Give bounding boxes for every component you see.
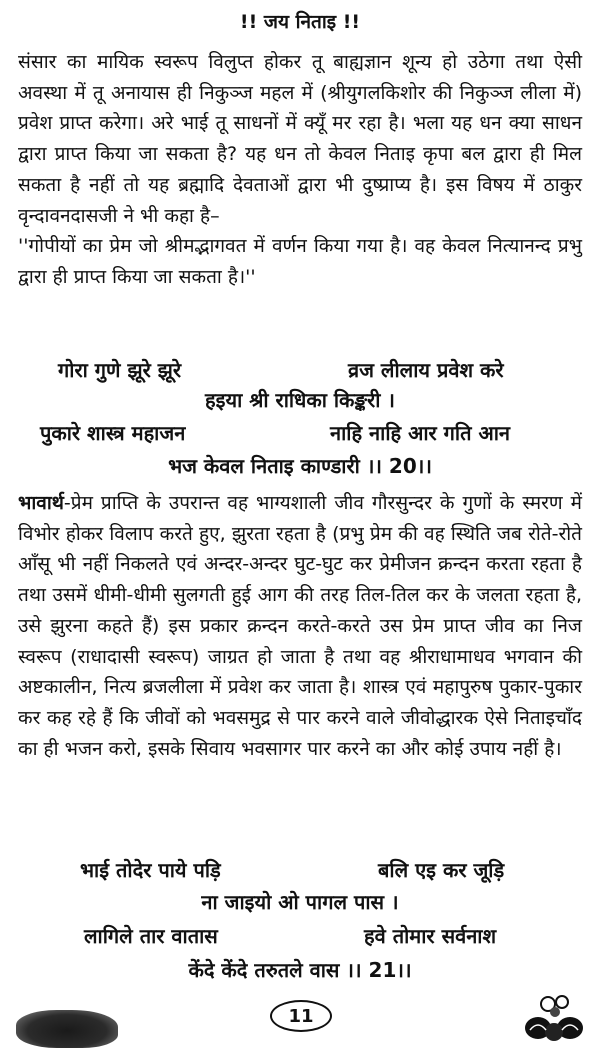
- verse-21-line2: ना जाइयो ओ पागल पास ।: [201, 890, 399, 914]
- bhavarth-label: भावार्थ: [18, 492, 64, 514]
- verse-21-line1-right: बलि एइ कर जूड़ि: [378, 858, 505, 882]
- verse-20-line3-left: पुकारे शास्त्र महाजन: [40, 421, 186, 445]
- ink-smudge: [16, 1010, 118, 1048]
- quote-text: ''गोपीयों का प्रेम जो श्रीमद्भागवत में वर्णन किया गया है। वह केवल नित्यानन्द प्रभु द्वारा ही प्राप्त किया जा सकता है।'': [18, 235, 582, 288]
- paragraph-bhavarth: [18, 488, 582, 764]
- verse-20-line1-right: व्रज लीलाय प्रवेश करे: [348, 358, 504, 382]
- paragraph-bhavarth-text: [18, 488, 582, 764]
- verse-21-line4: केंदे केंदे तरुतले वास ।। 21।।: [188, 958, 412, 982]
- verse-20: [0, 356, 600, 486]
- verse-20-line4: भज केवल निताइ काण्डारी ।। 20।।: [168, 454, 432, 478]
- verse-21-line3-left: लागिले तार वातास: [84, 924, 218, 948]
- verse-21-line3-right: हवे तोमार सर्वनाश: [364, 924, 497, 948]
- verse-21: [0, 856, 600, 986]
- verse-21-line1-left: भाई तोदेर पाये पड़ि: [80, 858, 221, 882]
- page-header-title: !! जय निताइ !!: [239, 11, 361, 33]
- verse-20-line3-right: नाहि नाहि आर गति आन: [330, 421, 511, 445]
- verse-20-line1-left: गोरा गुणे झूरे झूरे: [58, 358, 182, 382]
- paragraph-intro-text: संसार का मायिक स्वरूप विलुप्त होकर तू बाह्यज्ञान शून्य हो उठेगा तथा ऐसी अवस्था में तू अनायास ही निकुञ्ज महल में (श्रीयुगलकिशोर की निकुञ्ज लीला में) प्रवेश प्राप्त करेगा। अरे भाई तू साधनों में क्यूँ मर रहा है। भला यह धन क्या साधन द्वारा प्राप्त किया जा सकता है? यह धन तो केवल निताइ कृपा बल द्वारा ही मिल सकता है नहीं तो यह ब्रह्मादि देवताओं द्वारा भी दुष्प्राप्य है। इस विषय में ठाकुर वृन्दावनदासजी ने भी कहा है–: [18, 51, 582, 227]
- paragraph-intro: [18, 47, 582, 293]
- bhavarth-body: -प्रेम प्राप्ति के उपरान्त वह भाग्यशाली जीव गौरसुन्दर के गुणों के स्मरण में विभोर होकर विलाप करते हुए, झुरता रहता है (प्रभु प्रेम की वह स्थिति जब रोते-रोते आँसू भी नहीं निकलते एवं अन्दर-अन्दर घुट-घुट कर प्रेमीजन क्रन्दन करता रहता है तथा उसमें धीमी-धीमी सुलगती हुई आग की तरह तिल-तिल कर के जलता रहता है, उसे झुरना कहते हैं) इस प्रकार क्रन्दन करते-करते उस प्रेम प्राप्त जीव का निज स्वरूप (राधादासी स्वरूप) जाग्रत हो जाता है तथा वह श्रीराधामाधव भगवान की अष्टकालीन, नित्य ब्रजलीला में प्रवेश कर जाता है। शास्त्र एवं महापुरुष पुकार-पुकार कर कह रहे हैं कि जीवों को भवसमुद्र से पार करने वाले जीवोद्धारक ऐसे निताइचाँद का ही भजन करो, इसके सिवाय भवसागर पार करने का और कोई उपाय नहीं है।: [18, 492, 582, 760]
- verse-20-line2: हइया श्री राधिका किङ्करी ।: [205, 388, 395, 412]
- flower-ornament-icon: [520, 990, 590, 1046]
- page-number: 11: [270, 1000, 332, 1032]
